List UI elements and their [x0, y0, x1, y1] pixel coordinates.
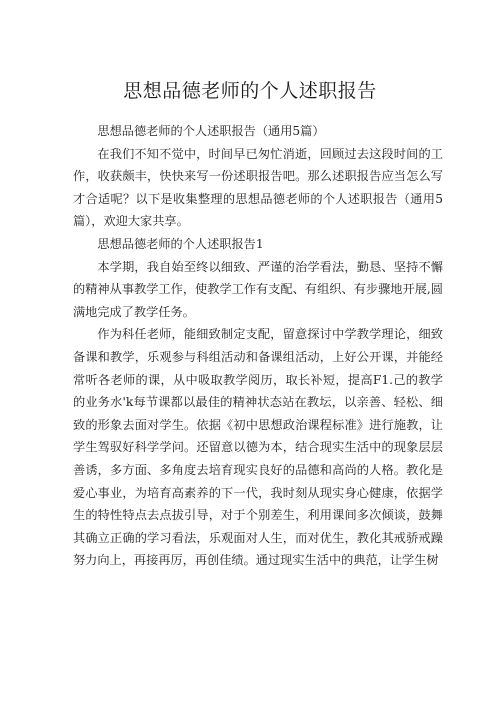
document-title: 思想品德老师的个人述职报告 [123, 80, 377, 102]
intro-paragraph: 在我们不知不觉中，时间早已匆忙消逝，回顾过去这段时间的工作，收获颇丰，快快来写一份述职报告吧。那么述职报告应当怎么写才合适呢？以下是收集整理的思想品德老师的个人述职报告（通用5篇），欢迎大家共享。 [73, 146, 443, 229]
section-heading: 思想品德老师的个人述职报告1 [97, 236, 264, 251]
body-paragraph: 本学期，我自始至终以细致、严谨的治学看法，勤恳、坚持不懈的精神从事教学工作，使教学工作有支配、有组织、有步骤地开展,圆满地完成了教学任务。 [73, 259, 443, 319]
body-paragraph: 作为科任老师，能细致制定支配，留意探讨中学教学理论，细致备课和教学，乐观参与科组活动和备课组活动，上好公开课，并能经常听各老师的课，从中吸取教学阅历，取长补短，提高F1.己的教学的业务水'k每节课都以最佳的精神状态站在教坛，以亲善、轻松、细致的形象去面对学生。依据《初中思想政治课程标准》进行施教，让学生驾驭好科学学问。还留意以德为本，结合现实生活中的现象层层善诱，多方面、多角度去培育现实良好的品德和高尚的人格。教化是爱心事业，为培育高素养的下一代，我时刻从现实身心健康，依据学生的特性特点去点拔引导，对于个别差生，利用课间多次倾谈，鼓舞其确立正确的学习看法，乐观面对人生，而对优生，教化其戒骄戒躁努力向上，再接再厉，再创佳绩。通过现实生活中的典范，让学生树 [73, 327, 443, 568]
subtitle-paragraph: 思想品德老师的个人述职报告（通用5篇） [97, 124, 325, 138]
document-body [73, 120, 443, 572]
